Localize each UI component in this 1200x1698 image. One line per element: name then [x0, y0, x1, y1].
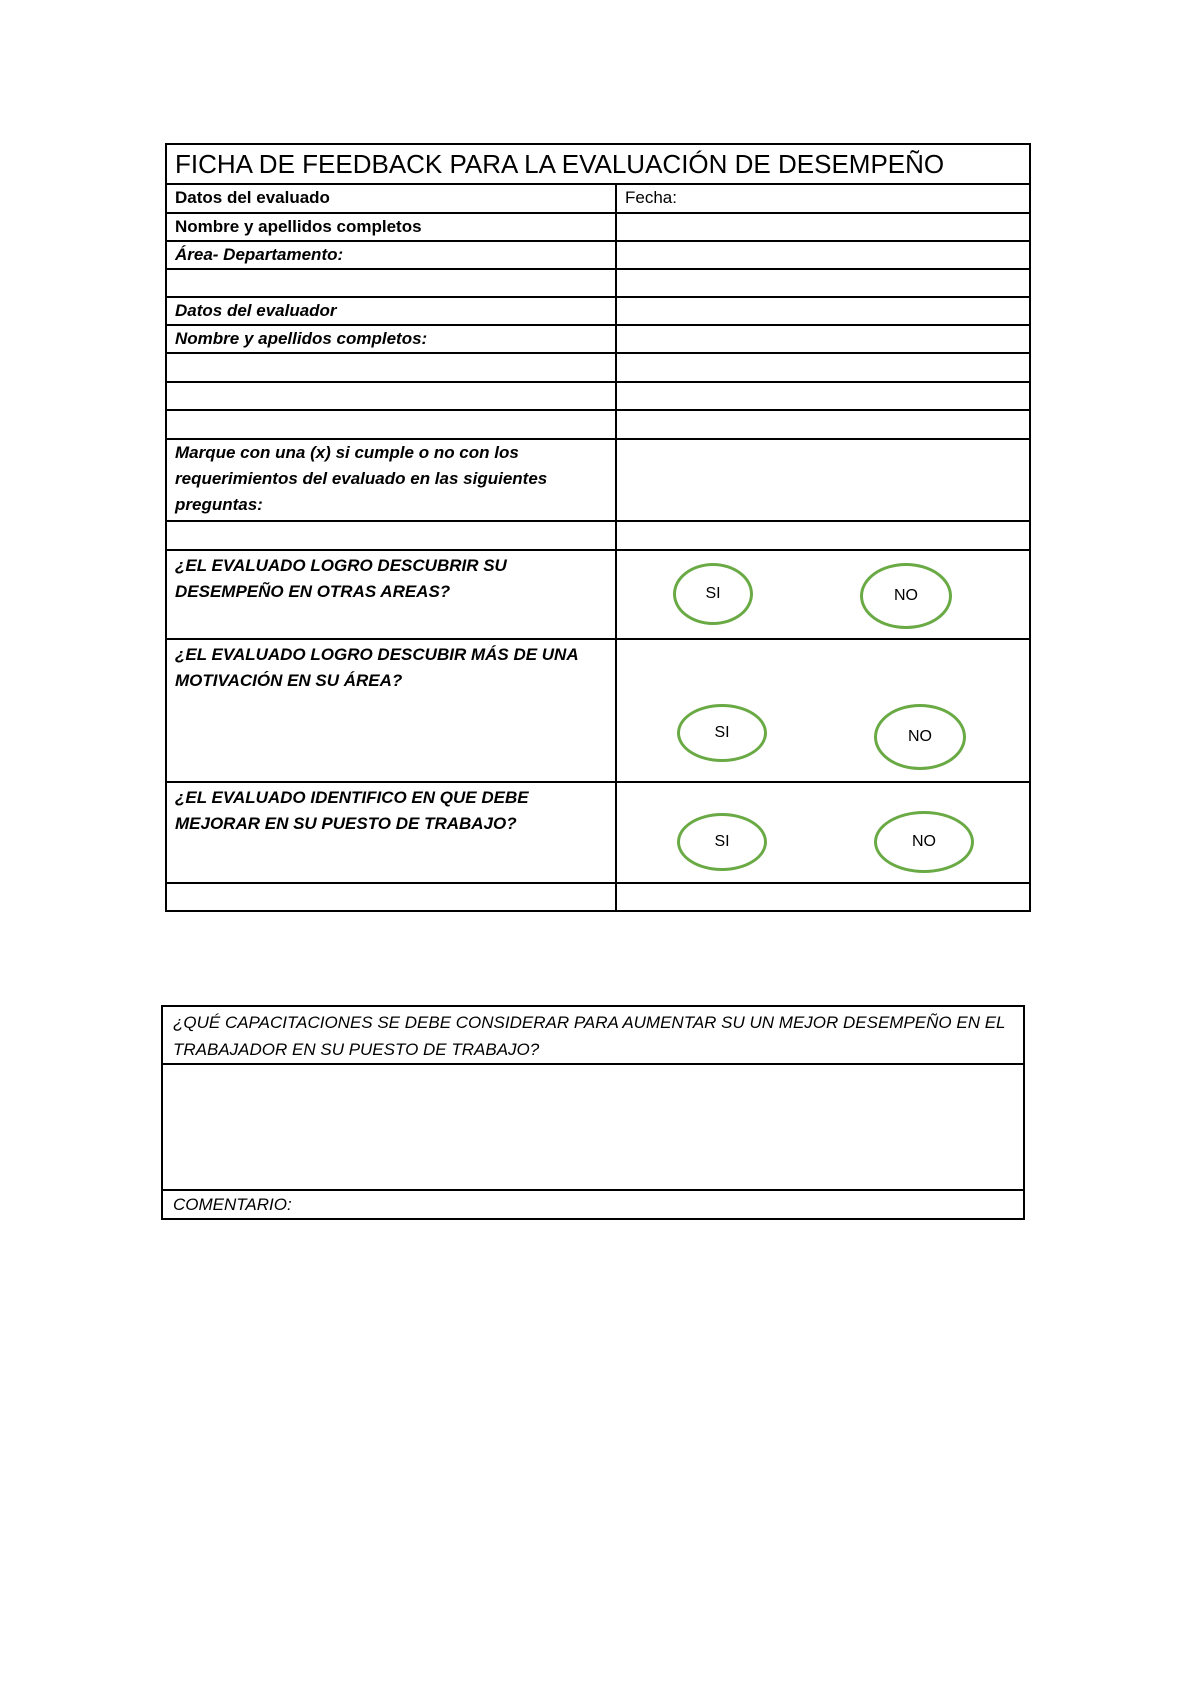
capacitaciones-table — [161, 1005, 1025, 1220]
comentario-label[interactable]: COMENTARIO: — [162, 1190, 1024, 1219]
q2-no-option[interactable]: NO — [874, 704, 966, 770]
q2-si-option[interactable]: SI — [677, 704, 767, 762]
evaluador-section-label: Datos del evaluador — [166, 297, 616, 325]
feedback-form-table — [165, 143, 1031, 912]
q3-no-option[interactable]: NO — [874, 811, 974, 873]
empty-cell — [166, 382, 616, 410]
question-3-text: ¿EL EVALUADO IDENTIFICO EN QUE DEBE MEJORAR EN SU PUESTO DE TRABAJO? — [166, 782, 616, 883]
empty-cell — [166, 883, 616, 911]
evaluado-area-label: Área- Departamento: — [166, 241, 616, 269]
question-1-text: ¿EL EVALUADO LOGRO DESCUBRIR SU DESEMPEÑO EN OTRAS AREAS? — [166, 550, 616, 639]
empty-cell[interactable] — [616, 382, 1030, 410]
empty-cell — [616, 521, 1030, 550]
evaluador-nombre-label: Nombre y apellidos completos: — [166, 325, 616, 353]
empty-cell[interactable] — [616, 410, 1030, 439]
question-1-answer — [616, 550, 1030, 639]
empty-cell[interactable] — [616, 353, 1030, 382]
capacitaciones-answer-area[interactable] — [162, 1064, 1024, 1190]
empty-cell — [166, 269, 616, 297]
empty-cell — [166, 353, 616, 382]
q3-si-option[interactable]: SI — [677, 813, 767, 871]
capacitaciones-textarea[interactable] — [173, 1069, 1013, 1109]
empty-cell — [166, 521, 616, 550]
evaluador-nombre-field[interactable] — [616, 325, 1030, 353]
empty-cell[interactable] — [616, 269, 1030, 297]
instruction-text: Marque con una (x) si cumple o no con los requerimientos del evaluado en las siguientes preguntas: — [166, 439, 616, 521]
empty-cell — [616, 883, 1030, 911]
empty-cell — [166, 410, 616, 439]
question-2-answer — [616, 639, 1030, 782]
evaluado-nombre-field[interactable] — [616, 213, 1030, 241]
empty-cell — [616, 439, 1030, 521]
q1-no-option[interactable]: NO — [860, 563, 952, 629]
question-3-answer — [616, 782, 1030, 883]
evaluado-area-field[interactable] — [616, 241, 1030, 269]
evaluador-section-field[interactable] — [616, 297, 1030, 325]
evaluado-nombre-label: Nombre y apellidos completos — [166, 213, 616, 241]
evaluado-section-label: Datos del evaluado — [166, 184, 616, 213]
fecha-field[interactable]: Fecha: — [616, 184, 1030, 213]
q1-si-option[interactable]: SI — [673, 563, 753, 625]
capacitaciones-question: ¿QUÉ CAPACITACIONES SE DEBE CONSIDERAR PARA AUMENTAR SU UN MEJOR DESEMPEÑO EN EL TRABAJADOR EN SU PUESTO DE TRABAJO? — [162, 1006, 1024, 1064]
question-2-text: ¿EL EVALUADO LOGRO DESCUBIR MÁS DE UNA MOTIVACIÓN EN SU ÁREA? — [166, 639, 616, 782]
form-title: FICHA DE FEEDBACK PARA LA EVALUACIÓN DE DESEMPEÑO — [166, 144, 1030, 184]
